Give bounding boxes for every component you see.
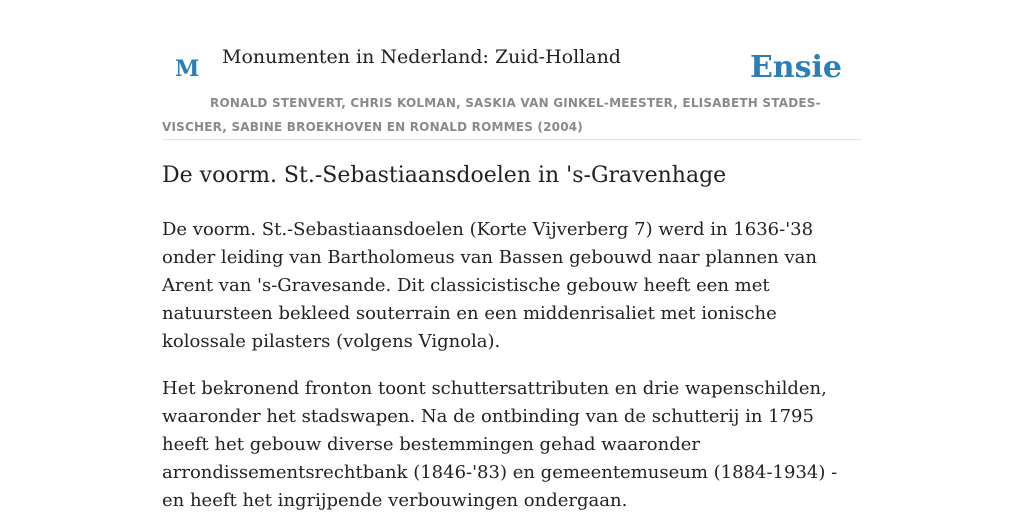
book-title[interactable]: Monumenten in Nederland: Zuid-Holland [222,46,621,68]
article-title: De voorm. St.-Sebastiaansdoelen in 's-Gravenhage [162,163,727,188]
authors-line: RONALD STENVERT, CHRIS KOLMAN, SASKIA VAN GINKEL-MEESTER, ELISABETH STADES-VISCHER, SABINE BROEKHOVEN EN RONALD ROMMES (2004) [162,96,821,134]
header-divider [162,139,862,140]
article-body [162,216,864,512]
brand-logo[interactable]: Ensie [749,50,842,85]
paragraph: De voorm. St.-Sebastiaansdoelen (Korte Vijverberg 7) werd in 1636-'38 onder leiding van Bartholomeus van Bassen gebouwd naar plannen van Arent van 's-Gravesande. Dit classicistische gebouw heeft een met natuursteen bekleed souterrain en een middenrisaliet met ionische kolossale pilasters (volgens Vignola). [162,219,817,352]
source-logo[interactable]: M [175,56,200,82]
paragraph: Het bekronend fronton toont schuttersattributen en drie wapenschilden, waaronder het stadswapen. Na de ontbinding van de schutterij in 1795 heeft het gebouw diverse bestemmingen gehad waaronder arrondissementsrechtbank (1846-'83) en gemeentemuseum (1884-1934) - en heeft het ingrijpende verbouwingen ondergaan. [162,378,838,511]
